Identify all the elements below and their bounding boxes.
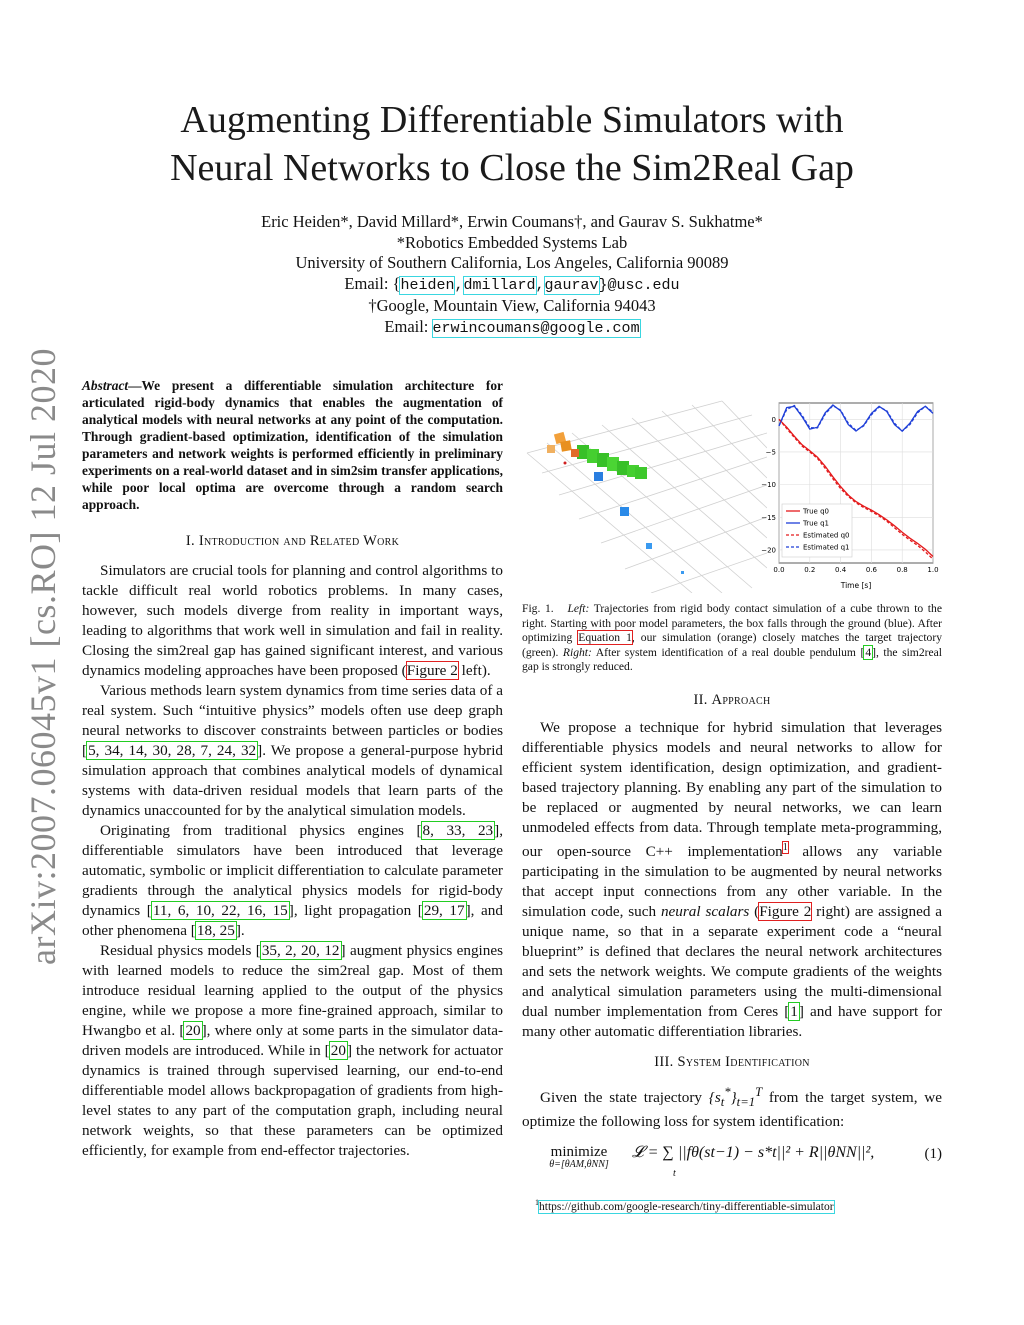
x-tick-label: 0.2 — [804, 566, 816, 574]
y-tick-label: −5 — [765, 448, 776, 457]
legend-label: Estimated q1 — [803, 543, 850, 552]
legend-label: Estimated q0 — [803, 531, 850, 540]
right-column — [522, 718, 942, 1132]
sysid-paragraph: Given the state trajectory $\{s_t^*\}_{t=1}^T$ from the target system, we optimize the following loss for system identification: — [522, 1085, 942, 1131]
citation-link[interactable]: 4 — [865, 645, 872, 659]
figure-2-link[interactable]: Figure 2 — [406, 662, 458, 679]
section-heading-intro: I. Introduction and Related Work — [185, 533, 400, 549]
citation-link[interactable]: 8, 33, 23 — [422, 822, 494, 839]
email-google-line: Email: erwincoumans@google.com — [384, 316, 640, 337]
section-heading-approach: II. Approach — [693, 692, 771, 708]
footnote-1: $^1$https://github.com/google-research/tiny-differentiable-simulator — [535, 1198, 834, 1213]
equation-sum-index: t — [673, 1168, 676, 1179]
email-link-gaurav[interactable]: gaurav — [544, 276, 599, 294]
pendulum-chart — [759, 393, 939, 593]
legend-label: True q1 — [803, 519, 829, 528]
figure-2-link[interactable]: Figure 2 — [759, 903, 812, 921]
arxiv-stamp: arXiv:2007.06045v1 [cs.RO] 12 Jul 2020 — [23, 348, 63, 965]
affiliation-lab: *Robotics Embedded Systems Lab — [396, 232, 628, 252]
equation-body: 𝓛 = ∑ ||fθ(st−1) − s*t||² + R||θNN||², — [632, 1144, 875, 1161]
figure-1 — [517, 393, 947, 593]
approach-paragraph: We propose a technique for hybrid simulation that leverages differentiable physics models and neural networks to allow for efficient system identification, design optimization, and gradient-based trajectory planning. By enabling any part of the simulation to be replaced or augmented by neural networks, we can learn unmodeled effects from data. Through template meta-programming, our open-source C++ implementation$^1$ allows any variable participating in the simulation to be augmented by neural networks that accept input connections from any other variable. In the simulation code, such neural scalars (Figure 2 right) are assigned a unique name, so that in a separate experiment code a “neural blueprint” is defined that declares the neural network architectures and sets the network weights. We compute gradients of the weights and analytical simulation parameters using the multi-dimensional dual number implementation from Ceres [1] and have support for many other automatic differentiation libraries. — [522, 719, 943, 1041]
title-line-2: Neural Networks to Close the Sim2Real Gap — [170, 147, 854, 189]
paper-title — [80, 96, 944, 192]
figure-1-caption: Fig. 1. Left: Trajectories from rigid body contact simulation of a cube thrown to the right. Starting with poor model parameters, the box falls through the ground (blue). After optimizing Equation 1, our simulation (orange) closely matches the target trajectory (green). Right: After system identification of a real double pendulum [4], the sim2real gap is strongly reduced. — [522, 602, 943, 674]
abstract-label: Abstract — [82, 378, 129, 393]
email-link-heiden[interactable]: heiden — [400, 276, 455, 294]
citation-link[interactable]: 35, 2, 20, 12 — [261, 942, 340, 959]
ground-grid — [527, 401, 767, 593]
equation-subscript: θ=[θAM,θNN] — [549, 1159, 609, 1170]
citation-link[interactable]: 20 — [185, 1022, 201, 1039]
email-link-dmillard[interactable]: dmillard — [463, 276, 536, 294]
x-axis-ticks — [773, 566, 938, 574]
x-tick-label: 0.8 — [896, 566, 908, 574]
x-tick-label: 0.6 — [865, 566, 877, 574]
equation-operator: minimize — [550, 1144, 608, 1160]
author-names: Eric Heiden*, David Millard*, Erwin Coumans†, and Gaurav S. Sukhatme* — [261, 212, 763, 231]
x-tick-label: 1.0 — [927, 566, 939, 574]
equation-1-link[interactable]: Equation 1 — [578, 631, 632, 645]
citation-link[interactable]: 20 — [330, 1042, 346, 1059]
chart-legend — [782, 504, 852, 557]
y-axis-ticks — [761, 416, 776, 555]
citation-link[interactable]: 11, 6, 10, 22, 16, 15 — [152, 902, 288, 919]
x-tick-label: 0.4 — [835, 566, 847, 574]
y-tick-label: −10 — [761, 481, 776, 490]
citation-link[interactable]: 18, 25 — [196, 922, 235, 939]
title-line-1: Augmenting Differentiable Simulators with — [180, 99, 844, 141]
citation-link[interactable]: 1 — [790, 1003, 798, 1021]
equation-1 — [522, 1138, 942, 1188]
footnote-1-link[interactable]: 1 — [782, 842, 788, 853]
y-tick-label: −15 — [761, 513, 776, 522]
repository-link[interactable]: https://github.com/google-research/tiny-differentiable-simulator — [539, 1200, 834, 1213]
left-column — [82, 377, 503, 1161]
affiliation-google: †Google, Mountain View, California 94043 — [368, 296, 656, 315]
email-link-erwincoumans[interactable]: erwincoumans@google.com — [432, 319, 640, 337]
affiliation-university: University of Southern California, Los Angeles, California 90089 — [295, 253, 729, 272]
section-heading-sysid: III. System Identification — [654, 1054, 810, 1071]
citation-link[interactable]: 29, 17 — [423, 902, 465, 919]
orange-trajectory-cubes — [547, 432, 572, 453]
blue-trajectory-cubes — [594, 472, 684, 574]
x-tick-label: 0.0 — [773, 566, 785, 574]
legend-label: True q0 — [803, 507, 829, 516]
author-block — [80, 212, 944, 339]
equation-number: (1) — [924, 1146, 942, 1162]
abstract-text: —We present a differentiable simulation architecture for articulated rigid-body dynamics that enables the augmentation of analytical models with neural networks at any point of the computation. Through gradient-based optimization, identification of the simulation parameters and network weights is performed efficiently in preliminary experiments on a real-world dataset and in sim2sim transfer applications, while poor local optima are overcome through a random search approach. — [82, 378, 503, 512]
intro-paragraph-2: Various methods learn system dynamics from time series data of a real system. Such “intuitive physics” models often use deep graph neural networks to discover constraints between particles or bodies [5, 34, 14, 30, 28, 7, 24, 32]. We propose a general-purpose hybrid simulation approach that combines analytical models of dynamical systems with data-driven residual models that learn parts of the dynamics unaccounted for by the analytical simulation models. — [82, 682, 504, 819]
intro-paragraph-3: Originating from traditional physics engines [8, 33, 23], differentiable simulators have been introduced that leverage automatic, symbolic or implicit differentiation to calculate parameter gradients through the analytical physics models for rigid-body dynamics [11, 6, 10, 22, 16, 15], light propagation [29, 17], and other phenomena [18, 25]. — [82, 822, 503, 939]
intro-paragraph-1: Simulators are crucial tools for planning and control algorithms to tackle difficult real world robotics problems. In many cases, however, such models diverge from reality in important ways, leading to algorithms that work well in simulation and fail in reality. Closing the sim2real gap has gained significant interest, and various dynamics modeling approaches have been proposed (Figure 2 left). — [82, 562, 503, 679]
intro-paragraph-4: Residual physics models [35, 2, 20, 12] augment physics engines with learned models to reduce the sim2real gap. Most of them introduce residual learning applied to the output of the physics engine, while we propose a more fine-grained approach, similar to Hwangbo et al. [20], where only at some parts in the simulator data-driven models are introduced. While in [20] the network for actuator dynamics is trained through supervised learning, our end-to-end differentiable model allows backpropagation of gradients from high-level states to any part of the computation graph, including neural network weights, so that these parameters can be optimized efficiently, for example from end-effector trajectories. — [82, 942, 504, 1159]
x-axis-label: Time [s] — [840, 581, 872, 590]
abstract — [82, 377, 503, 513]
simulation-render — [517, 393, 767, 593]
citation-link[interactable]: 5, 34, 14, 30, 28, 7, 24, 32 — [88, 742, 257, 759]
y-tick-label: 0 — [771, 415, 776, 424]
y-tick-label: −20 — [761, 546, 776, 555]
email-usc-line: Email: {heiden,dmillard,gaurav}@usc.edu — [344, 273, 680, 294]
